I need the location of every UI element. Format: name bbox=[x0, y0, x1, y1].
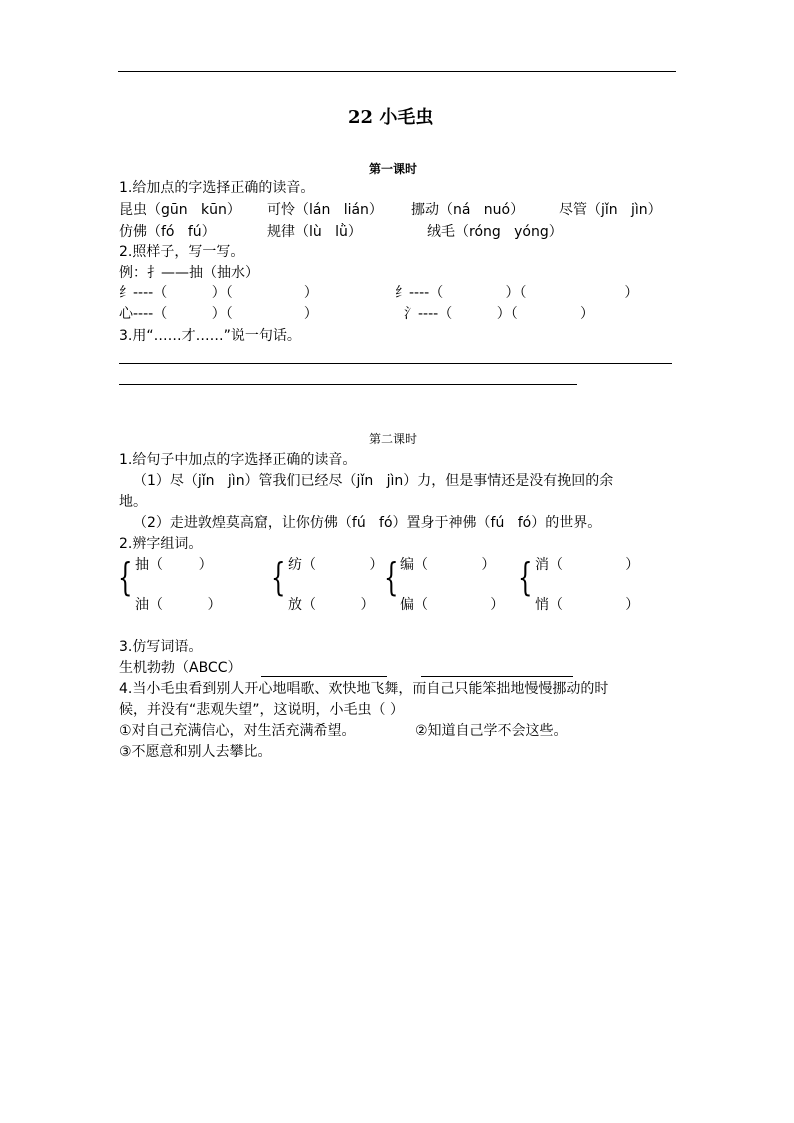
l2-q1-sentence: （1）尽（jǐn jìn）管我们已经尽（jǐn jìn）力，但是事情还是没有挽回的余 bbox=[133, 473, 614, 489]
l1-q1-item: 尽管（jǐn jìn） bbox=[559, 202, 662, 218]
answer-line[interactable] bbox=[261, 676, 387, 677]
l1-q3-prompt: 3.用“……才……”说一句话。 bbox=[119, 328, 301, 344]
answer-line[interactable] bbox=[119, 363, 672, 364]
l1-q1-prompt: 1.给加点的字选择正确的读音。 bbox=[119, 180, 315, 196]
l1-q2-blank[interactable]: 心----（ ）（ ） bbox=[119, 306, 318, 322]
l1-q2-prompt: 2.照样子，写一写。 bbox=[119, 244, 245, 260]
l2-q1-sentence: （2）走进敦煌莫高窟，让你仿佛（fú fó）置身于神佛（fú fó）的世界。 bbox=[133, 515, 602, 531]
brace-icon: { bbox=[518, 555, 533, 599]
answer-line[interactable] bbox=[119, 384, 577, 385]
l2-q3-prompt: 3.仿写词语。 bbox=[119, 639, 203, 655]
group-word[interactable]: 偏（ ） bbox=[400, 597, 505, 613]
brace-icon: { bbox=[271, 555, 286, 599]
header-rule bbox=[118, 71, 676, 72]
l1-q2-example: 例：扌——抽（抽水） bbox=[119, 265, 259, 281]
l1-q1-item: 昆虫（gūn kūn） bbox=[119, 202, 241, 218]
l2-q2-prompt: 2.辨字组词。 bbox=[119, 536, 203, 552]
page-title: 22 小毛虫 bbox=[348, 107, 434, 128]
group-word[interactable]: 抽（ ） bbox=[135, 557, 213, 573]
answer-line[interactable] bbox=[421, 676, 573, 677]
lesson2-heading: 第二课时 bbox=[369, 432, 418, 446]
l2-q4-option[interactable]: ③不愿意和别人去攀比。 bbox=[119, 744, 272, 760]
l1-q1-item: 可怜（lán lián） bbox=[267, 202, 383, 218]
brace-icon: { bbox=[118, 555, 133, 599]
l2-q4-prompt: 候，并没有“悲观失望”，这说明，小毛虫（ ） bbox=[119, 702, 404, 718]
group-word[interactable]: 编（ ） bbox=[400, 557, 496, 573]
lesson1-heading: 第一课时 bbox=[369, 162, 418, 176]
group-word[interactable]: 油（ ） bbox=[135, 597, 222, 613]
l2-q3-item: 生机勃勃（ABCC） bbox=[119, 660, 242, 676]
l2-q4-option[interactable]: ①对自己充满信心，对生活充满希望。 bbox=[119, 723, 356, 739]
l1-q1-item: 规律（lù lǜ） bbox=[267, 224, 362, 240]
l2-q4-prompt: 4.当小毛虫看到别人开心地唱歌、欢快地飞舞，而自己只能笨拙地慢慢挪动的时 bbox=[119, 681, 609, 697]
l2-q1-prompt: 1.给句子中加点的字选择正确的读音。 bbox=[119, 452, 357, 468]
l1-q1-item: 绒毛（róng yóng） bbox=[427, 224, 563, 240]
l2-q4-option[interactable]: ②知道自己学不会这些。 bbox=[415, 723, 568, 739]
group-word[interactable]: 纺（ ） bbox=[288, 557, 384, 573]
brace-icon: { bbox=[384, 555, 399, 599]
group-word[interactable]: 悄（ ） bbox=[535, 597, 640, 613]
l2-q1-sentence: 地。 bbox=[119, 494, 147, 510]
l1-q2-blank[interactable]: 纟----（ ）（ ） bbox=[119, 285, 318, 301]
l1-q2-blank[interactable]: 纟----（ ）（ ） bbox=[395, 285, 639, 301]
l1-q2-blank[interactable]: 氵----（ ）（ ） bbox=[404, 306, 595, 322]
group-word[interactable]: 放（ ） bbox=[288, 597, 375, 613]
l1-q1-item: 挪动（ná nuó） bbox=[411, 202, 525, 218]
l1-q1-item: 仿佛（fó fú） bbox=[119, 224, 216, 240]
group-word[interactable]: 消（ ） bbox=[535, 557, 640, 573]
